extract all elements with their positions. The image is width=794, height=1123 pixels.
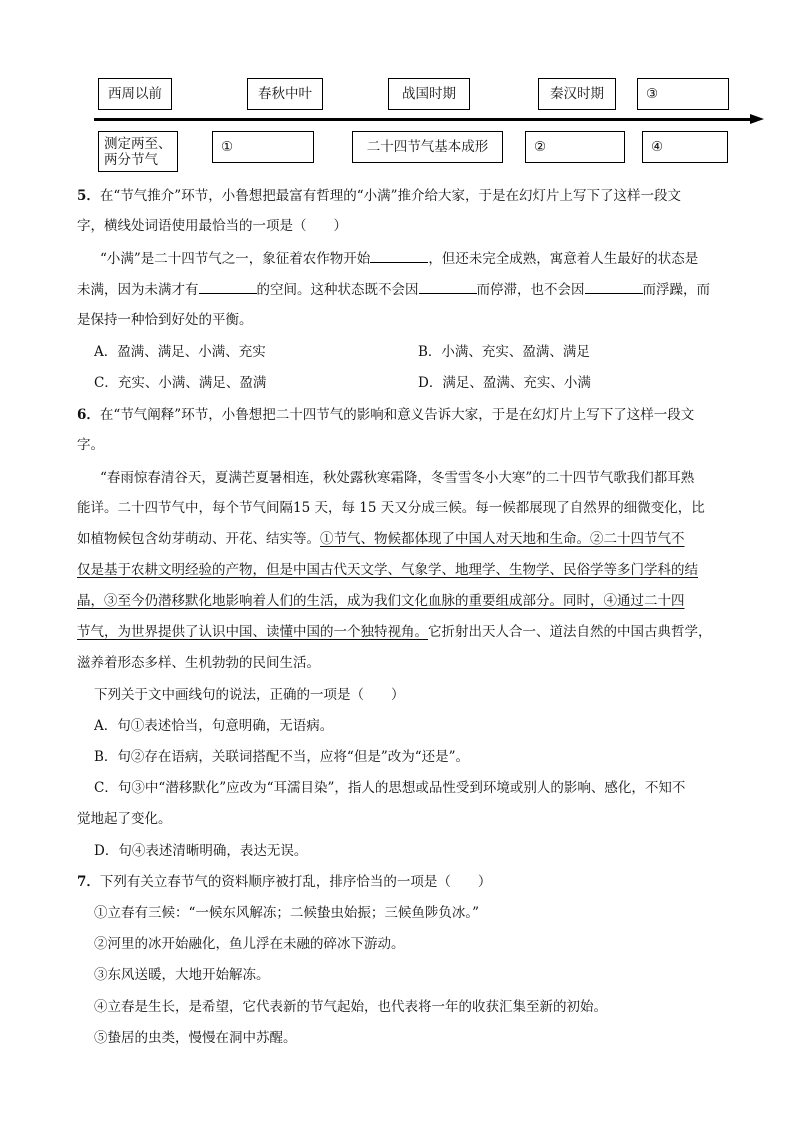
timeline-event-box	[98, 131, 178, 172]
q6-stem-cont: 字。	[77, 437, 104, 453]
q6-passage-line	[77, 560, 698, 580]
timeline-event-label: 两分节气	[104, 151, 158, 168]
q5-passage-text: ，但还未完全成熟，寓意着人生最好的状态是	[428, 251, 699, 267]
timeline-period-label: 春秋中叶	[258, 86, 312, 102]
timeline-period-box	[247, 78, 323, 110]
q5-passage-line: 是保持一种恰到好处的平衡。	[77, 312, 253, 328]
timeline-period-label: 战国时期	[402, 86, 456, 102]
q6-option-b: B．句②存在语病，关联词搭配不当，应将“但是”改为“还是”。	[94, 749, 470, 765]
q5-passage-line	[77, 279, 710, 300]
timeline-period-box	[637, 78, 729, 110]
answer-blank	[419, 279, 477, 294]
timeline-event-box	[212, 131, 314, 163]
q5-stem-text: 在“节气推介”环节，小鲁想把最富有哲理的“小满”推介给大家，于是在幻灯片上写下了这样一段文	[99, 188, 682, 204]
timeline-event-label: 二十四节气基本成形	[366, 139, 489, 155]
answer-blank	[585, 279, 643, 294]
timeline-event-box	[642, 131, 728, 163]
q6-passage-line	[77, 591, 685, 611]
q5-stem-cont: 字，横线处词语使用最恰当的一项是（ ）	[77, 218, 347, 234]
q5-option-c: C．充实、小满、满足、盈满	[94, 375, 267, 391]
timeline-event-box	[525, 131, 625, 163]
answer-blank	[370, 248, 428, 263]
q6-passage-line	[77, 622, 712, 642]
q6-underlined-sentence: 节气，为世界提供了认识中国、读懂中国的一个独特视角。	[77, 624, 428, 640]
answer-blank	[199, 279, 257, 294]
q6-option-c-cont: 觉地起了变化。	[77, 811, 172, 827]
q5-passage-text: 的空间。这种状态既不会因	[256, 282, 419, 298]
q7-stem-text: 下列有关立春节气的资料顺序被打乱，排序恰当的一项是（ ）	[99, 874, 492, 890]
q7-item: ④立春是生长，是希望，它代表新的节气起始，也代表将一年的收获汇集至新的初始。	[94, 999, 607, 1015]
q5-passage-text: 而停滞，也不会因	[476, 282, 585, 298]
q6-number: 6．	[77, 407, 100, 423]
q6-option-d: D．句④表述清晰明确，表达无误。	[94, 843, 308, 859]
timeline-period-box	[98, 78, 172, 110]
q5-number: 5．	[77, 188, 100, 204]
q5-passage-text: 而浮躁，而	[642, 282, 710, 298]
q7-item: ①立春有三候：“一候东风解冻；二候蛰虫始振；三候鱼陟负冰。”	[94, 905, 480, 921]
q6-passage-line	[77, 529, 685, 549]
q6-stem	[77, 405, 694, 425]
q7-item: ③东风送暖，大地开始解冻。	[94, 967, 270, 983]
q6-passage-line: 滋养着形态多样、生机勃勃的民间生活。	[77, 655, 320, 671]
timeline-period-label: 秦汉时期	[550, 86, 604, 102]
q6-passage-line: “春雨惊春清谷天，夏满芒夏暑相连，秋处露秋寒霜降，冬雪雪冬小大寒”的二十四节气歌我们都耳熟	[100, 470, 695, 486]
q6-underlined-sentence: 晶，③至今仍潜移默化地影响着人们的生活，成为我们文化血脉的重要组成部分。同时，④通过二十四	[77, 593, 685, 609]
timeline-event-label: ①	[221, 139, 234, 155]
q7-item: ②河里的冰开始融化，鱼儿浮在未融的碎冰下游动。	[94, 936, 405, 952]
q5-passage-line	[100, 248, 698, 269]
q7-stem	[77, 872, 491, 892]
q5-option-d: D．满足、盈满、充实、小满	[418, 375, 591, 391]
timeline-period-box	[538, 78, 616, 110]
timeline-event-label: 测定两至、	[104, 135, 172, 152]
q5-option-a: A．盈满、满足、小满、充实	[94, 344, 266, 360]
q6-option-c: C．句③中“潜移默化”应改为“耳濡目染”，指人的思想或品性受到环境或别人的影响、感化，不知不	[94, 780, 686, 796]
timeline-arrow-icon	[750, 114, 764, 124]
q6-underlined-sentence: ①节气、物候都体现了中国人对天地和生命。②二十四节气不	[320, 531, 685, 547]
q6-passage-text: 它折射出天人合一、道法自然的中国古典哲学，	[428, 624, 712, 640]
timeline-period-label: 西周以前	[108, 86, 162, 102]
q6-passage-line: 能详。二十四节气中，每个节气间隔15 天，每 15 天又分成三候。每一候都展现了自然界的细微变化，比	[77, 500, 705, 516]
timeline-event-box	[352, 131, 503, 163]
timeline-event-label: ④	[651, 139, 664, 155]
q5-passage-text: “小满”是二十四节气之一，象征着农作物开始	[100, 251, 371, 267]
q6-underlined-sentence: 仅是基于农耕文明经验的产物，但是中国古代天文学、气象学、地理学、生物学、民俗学等多门学科的结	[77, 562, 698, 578]
timeline-event-label: ②	[534, 139, 547, 155]
timeline-period-label: ③	[646, 86, 659, 102]
q6-option-a: A．句①表述恰当，句意明确，无语病。	[94, 718, 334, 734]
q6-passage-text: 如植物候包含幼芽萌动、开花、结实等。	[77, 531, 320, 547]
q5-option-b: B．小满、充实、盈满、满足	[418, 344, 590, 360]
timeline-period-box	[388, 78, 470, 110]
q6-question: 下列关于文中画线句的说法，正确的一项是（ ）	[94, 687, 405, 703]
timeline-axis	[94, 118, 752, 121]
q6-stem-text: 在“节气阐释”环节，小鲁想把二十四节气的影响和意义告诉大家，于是在幻灯片上写下了这样一段文	[99, 407, 695, 423]
q5-passage-text: 未满，因为未满才有	[77, 282, 199, 298]
q7-number: 7．	[77, 874, 100, 890]
q5-stem	[77, 186, 681, 206]
q7-item: ⑤蛰居的虫类，慢慢在洞中苏醒。	[94, 1030, 297, 1046]
